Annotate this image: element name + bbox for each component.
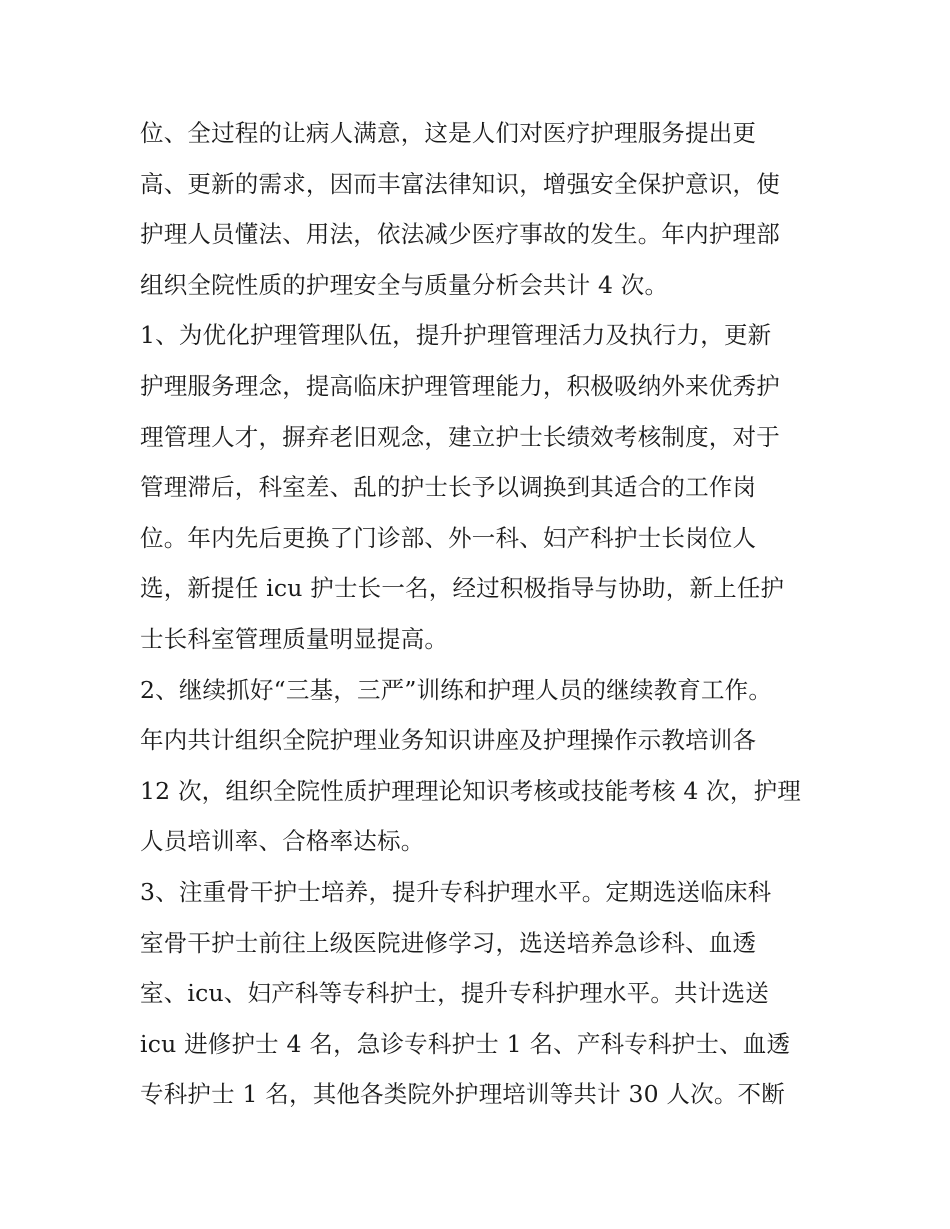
text-line: 12 次，组织全院性质护理理论知识考核或技能考核 4 次，护理 bbox=[140, 776, 801, 805]
document-body bbox=[140, 108, 820, 1120]
text-line: 3、注重骨干护士培养，提升专科护理水平。定期选送临床科 bbox=[140, 877, 772, 906]
text-line: 2、继续抓好“三基，三严”训练和护理人员的继续教育工作。 bbox=[140, 675, 773, 704]
text-line: 人员培训率、合格率达标。 bbox=[140, 827, 425, 856]
text-line: icu 进修护士 4 名，急诊专科护士 1 名、产科专科护士、血透 bbox=[140, 1029, 791, 1058]
text-line: 士长科室管理质量明显提高。 bbox=[140, 624, 449, 653]
text-line: 1、为优化护理管理队伍，提升护理管理活力及执行力，更新 bbox=[140, 321, 772, 350]
text-line: 高、更新的需求，因而丰富法律知识，增强安全保护意识，使 bbox=[140, 169, 780, 198]
text-line: 护理人员懂法、用法，依法减少医疗事故的发生。年内护理部 bbox=[140, 220, 780, 249]
text-line: 组织全院性质的护理安全与质量分析会共计 4 次。 bbox=[140, 270, 669, 299]
text-line: 专科护士 1 名，其他各类院外护理培训等共计 30 人次。不断 bbox=[140, 1080, 785, 1109]
text-line: 理管理人才，摒弃老旧观念，建立护士长绩效考核制度，对于 bbox=[140, 422, 780, 451]
text-line: 选，新提任 icu 护士长一名，经过积极指导与协助，新上任护 bbox=[140, 574, 785, 603]
text-line: 管理滞后，科室差、乱的护士长予以调换到其适合的工作岗 bbox=[140, 473, 757, 502]
text-line: 室、icu、妇产科等专科护士，提升专科护理水平。共计选送 bbox=[140, 979, 769, 1008]
text-line: 位、全过程的让病人满意，这是人们对医疗护理服务提出更 bbox=[140, 119, 757, 147]
text-line: 位。年内先后更换了门诊部、外一科、妇产科护士长岗位人 bbox=[140, 523, 757, 552]
text-line: 年内共计组织全院护理业务知识讲座及护理操作示教培训各 bbox=[140, 726, 757, 755]
text-line: 室骨干护士前往上级医院进修学习，选送培养急诊科、血透 bbox=[140, 928, 757, 957]
text-line: 护理服务理念，提高临床护理管理能力，积极吸纳外来优秀护 bbox=[140, 371, 780, 400]
